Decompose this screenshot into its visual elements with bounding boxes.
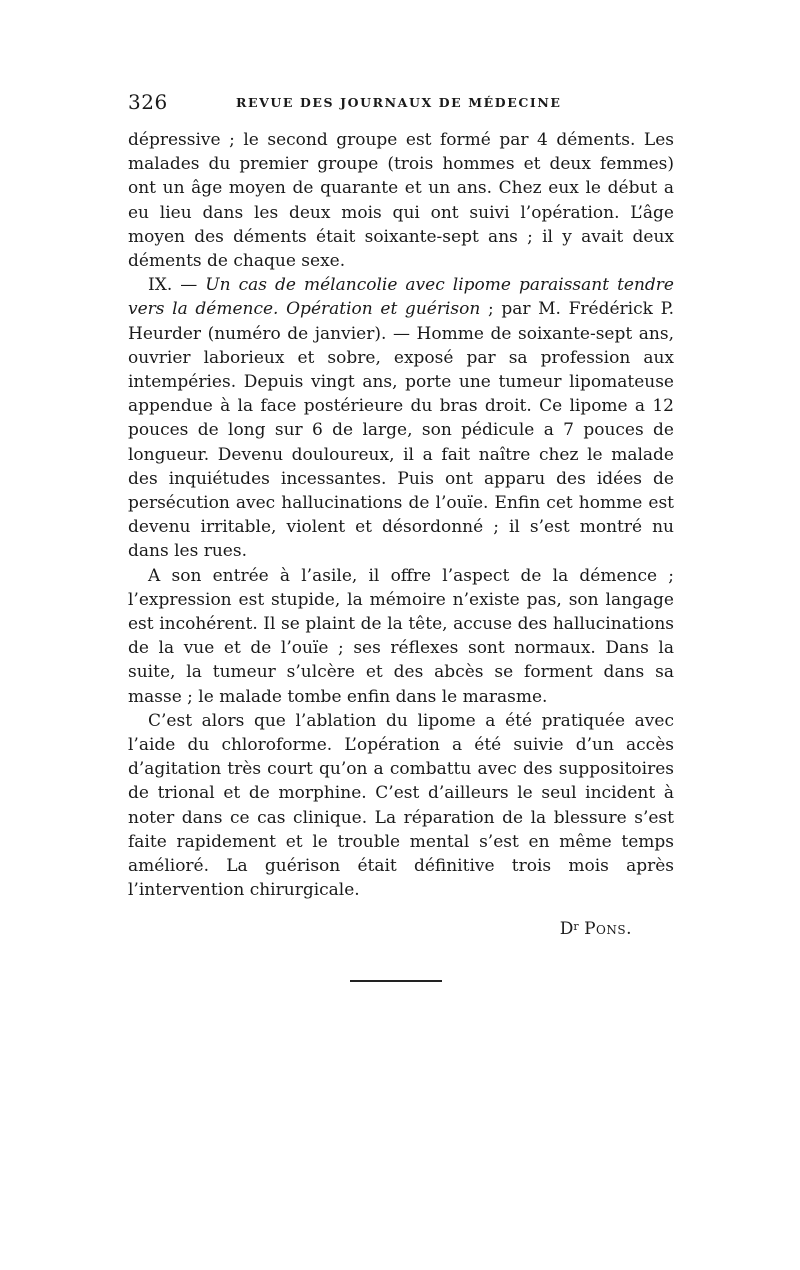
page-body (128, 90, 674, 941)
paragraph-continuation: dépressive ; le second groupe est formé par 4 déments. Les malades du premier groupe (trois hommes et deux femmes) ont un âge moyen de quarante et un ans. Chez eux le début a eu lieu dans les deux mois qui ont suivi l’opération. L’âge moyen des déments était soixante-sept ans ; il y avait deux déments de chaque sexe. (128, 130, 674, 272)
running-head (128, 90, 674, 120)
running-title: REVUE DES JOURNAUX DE MÉDECINE (236, 95, 562, 110)
paragraph-case-ix (128, 273, 674, 563)
case-body: ; par M. Frédérick P. Heurder (numéro de janvier). — Homme de soixante-sept ans, ouvrier laborieux et sobre, exposé par sa profession aux intempéries. Depuis vingt ans, porte une tumeur lipomateuse appendue à la face postérieure du bras droit. Ce lipome a 12 pouces de long sur 6 de large, son pédicule a 7 pouces de longueur. Devenu douloureux, il a fait naître chez le malade des inquiétudes incessantes. Puis ont apparu des idées de persécution avec hallucinations de l’ouïe. Enfin cet homme est devenu irritable, violent et désordonné ; il s’est montré nu dans les rues. (128, 299, 674, 562)
signature (128, 917, 674, 941)
signature-name: Pons. (584, 918, 632, 939)
signature-title-sup: r (573, 919, 579, 933)
paragraph-operation: C’est alors que l’ablation du lipome a été pratiquée avec l’aide du chloroforme. L’opération a été suivie d’un accès d’agitation très court qu’on a combattu avec des suppositoires de trional et de morphine. C’est d’ailleurs le seul incident à noter dans ce cas clinique. La réparation de la blessure s’est faite rapidement et le trouble mental s’est en même temps amélioré. La guérison était définitive trois mois après l’intervention chirurgicale. (128, 710, 674, 901)
case-number: IX. — (148, 275, 206, 296)
case-title: Un cas de mélancolie avec lipome paraissant tendre vers la démence. Opération et guérison (128, 275, 674, 320)
signature-title: D (559, 918, 574, 939)
section-end-rule (350, 980, 442, 982)
paragraph-asylum-entry: A son entrée à l’asile, il offre l’aspect de la démence ; l’expression est stupide, la mémoire n’existe pas, son langage est incohérent. Il se plaint de la tête, accuse des hallucinations de la vue et de l’ouïe ; ses réflexes sont normaux. Dans la suite, la tumeur s’ulcère et des abcès se forment dans sa masse ; le malade tombe enfin dans le marasme. (128, 565, 674, 707)
page-number: 326 (128, 90, 168, 114)
